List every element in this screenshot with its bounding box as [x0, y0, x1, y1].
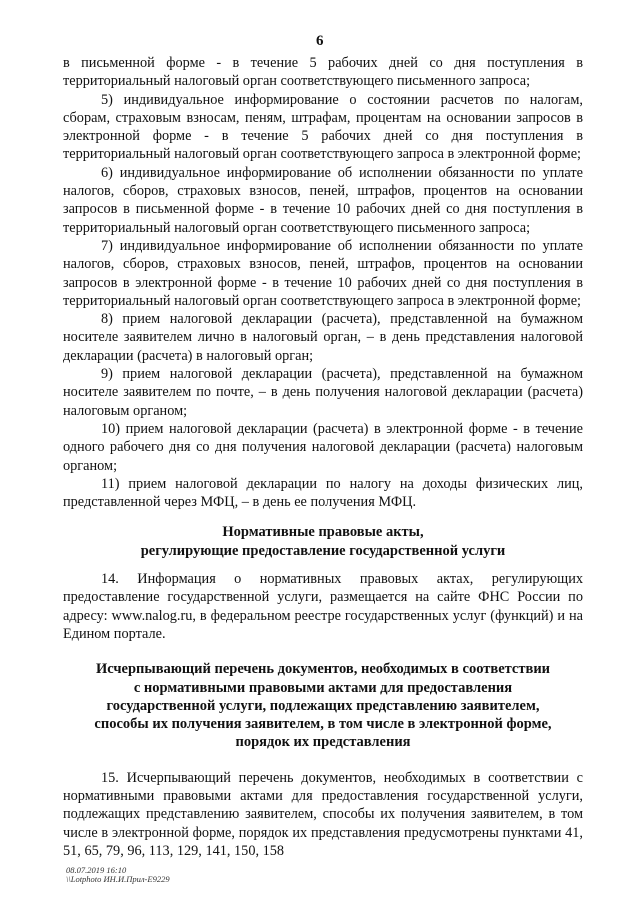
section-heading-line: порядок их представления [235, 734, 411, 751]
page-number: 6 [316, 33, 324, 49]
paragraph-item-15: 15. Исчерпывающий перечень документов, необходимых в соответствии с нормативными правовыми актами для предоставления государственной услуги, подлежащих представлению заявителем, способы их получения заявителем, в том числе в электронной форме, порядок их представления предусмотрены пунктами 41, 51, 65, 79, 96, 113, 129, 141, 150, 158 [63, 769, 583, 859]
section-heading-line: государственной услуги, подлежащих представлению заявителем, [106, 697, 540, 714]
paragraph-item-14: 14. Информация о нормативных правовых актах, регулирующих предоставление государственной услуги, размещается на сайте ФНС России по адресу: www.nalog.ru, в федеральном реестре государственных услуг (функций) и на Едином портале. [63, 571, 583, 642]
section-heading-line: Исчерпывающий перечень документов, необходимых в соответствии [95, 661, 551, 678]
paragraph-continuation: в письменной форме - в течение 5 рабочих дней со дня поступления в территориальный налоговый орган соответствующего письменного запроса; [63, 55, 583, 90]
paragraph-item-6: 6) индивидуальное информирование об исполнении обязанности по уплате налогов, сборов, страховых взносов, пеней, штрафов, процентов на основании запросов в письменной форме - в течение 10 рабочих дней со дня поступления в территориальный налоговый орган соответствующего письменного запроса; [63, 164, 583, 236]
document-body [63, 54, 583, 860]
section-heading-line: с нормативными правовыми актами для предоставления [133, 679, 513, 696]
section-heading-line: Нормативные правовые акты, [222, 524, 424, 541]
footer-file-path: \\Lotphoto ИН.И.Прил-Е9229 [66, 874, 170, 884]
spacer [63, 752, 583, 769]
paragraph-item-7: 7) индивидуальное информирование об исполнении обязанности по уплате налогов, сборов, страховых взносов, пеней, штрафов, процентов на основании запросов в электронной форме - в течение 10 рабочих дней со дня поступления в территориальный налоговый орган соответствующего запроса в электронной форме; [63, 237, 583, 309]
spacer [63, 511, 583, 523]
spacer [63, 560, 583, 570]
paragraph-item-5: 5) индивидуальное информирование о состоянии расчетов по налогам, сборам, страховым взносам, пеням, штрафам, процентам на основании запросов в электронной форме - в течение 5 рабочих дней со дня поступления в территориальный налоговый орган соответствующего запроса в электронной форме; [63, 91, 583, 163]
paragraph-item-9: 9) прием налоговой декларации (расчета), представленной на бумажном носителе заявителем по почте, – в день получения налоговой декларации (расчета) налоговым органом; [63, 366, 583, 419]
section-heading-line: способы их получения заявителем, в том числе в электронной форме, [94, 716, 552, 733]
section-heading-line: регулирующие предоставление государственной услуги [140, 542, 506, 559]
paragraph-item-11: 11) прием налоговой декларации по налогу на доходы физических лиц, представленной через МФЦ, – в день ее получения МФЦ. [63, 475, 583, 511]
spacer [63, 643, 583, 660]
footer-timestamp: 08.07.2019 16:10 [66, 865, 127, 875]
paragraph-item-8: 8) прием налоговой декларации (расчета), представленной на бумажном носителе заявителем лично в налоговый орган, – в день представления налоговой декларации (расчета) в налоговый орган; [63, 311, 583, 364]
document-footer [66, 866, 170, 884]
paragraph-item-10: 10) прием налоговой декларации (расчета) в электронной форме - в течение одного рабочего дня со дня получения налоговой декларации (расчета) налоговым органом; [63, 420, 583, 474]
